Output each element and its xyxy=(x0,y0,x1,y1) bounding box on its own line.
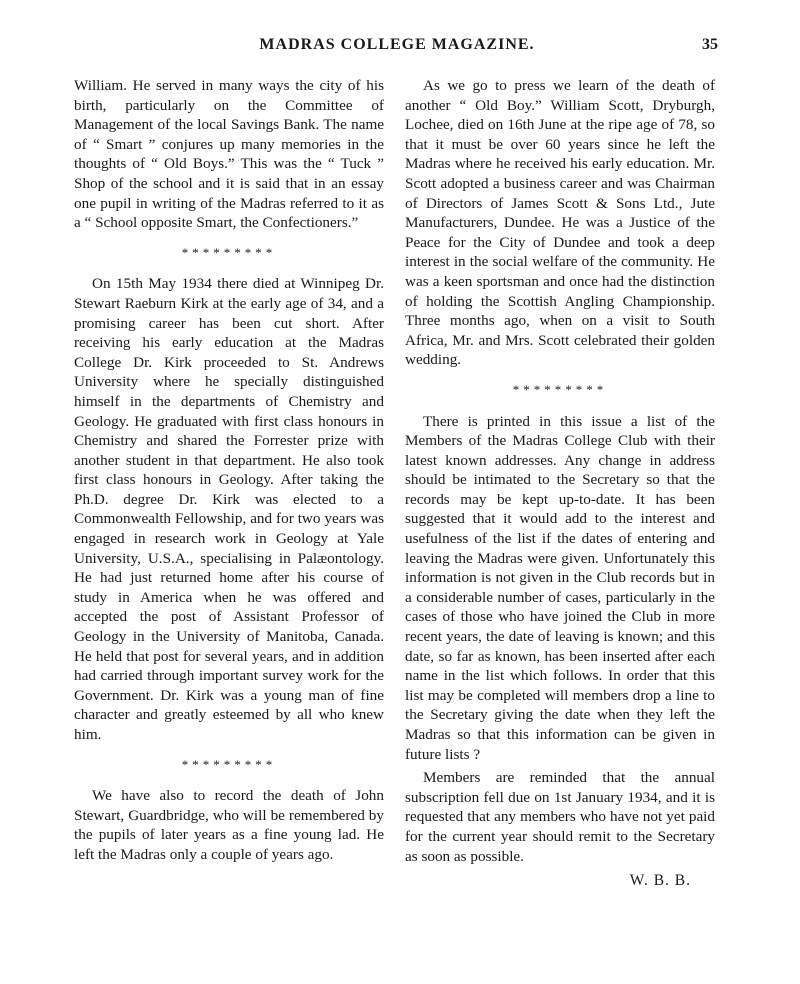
running-head: MADRAS COLLEGE MAGAZINE. xyxy=(259,36,535,53)
paragraph-subscription-reminder: Members are reminded that the annual subscription fell due on 1st January 1934, and it is requested that any members who have not yet paid for the current year should remit to the Secretary as soon as possible. xyxy=(405,769,715,865)
paragraph-club-members-list: There is printed in this issue a list of the Members of the Madras College Club with their latest known addresses. Any change in address should be intimated to the Secretary so that the records may be kept up-to-date. It has been suggested that it would add to the interest and usefulness of the list if the dates of entering and leaving the Madras were given. Unfortunately this information is not given in the Club records but in a considerable number of cases, particularly in the cases of those who have joined the Club in more recent years, the date of leaving is known; and this date, so far as known, has been inserted after each name in the list which follows. In order that this list may be completed will members drop a line to the Secretary giving the date when they left the Madras so that this information can be given in future lists ? xyxy=(405,412,715,763)
left-column xyxy=(74,76,384,865)
paragraph-john-stewart-obituary: We have also to record the death of John Stewart, Guardbridge, who will be remembered by the pupils of later years as a fine young lad. He left the Madras only a couple of years ago. xyxy=(74,787,384,863)
section-separator: ********* xyxy=(512,381,608,397)
paragraph-william-scott-obituary: As we go to press we learn of the death of another “ Old Boy.” William Scott, Dryburgh, Lochee, died on 16th June at the ripe age of 78, so that it must be over 60 years since he left the Madras where he received his early education. Mr. Scott adopted a business career and was Chairman of Directors of James Scott & Sons Ltd., Jute Manufacturers, Dundee. He was a Justice of the Peace for the City of Dundee and took a deep interest in the social welfare of the community. He was a keen sportsman and once had the distinction of holding the Scottish Angling Championship. Three months ago, when on a visit to South Africa, Mr. and Mrs. Scott celebrated their golden wedding. xyxy=(405,77,715,369)
right-column xyxy=(405,76,715,890)
section-separator: ********* xyxy=(181,756,277,772)
page-number: 35 xyxy=(702,36,718,53)
section-separator: ********* xyxy=(181,244,277,260)
signature: W. B. B. xyxy=(629,872,691,890)
paragraph-smart-tuck-shop: William. He served in many ways the city of his birth, particularly on the Committee of Management of the local Savings Bank. The name of “ Smart ” conjures up many memories in the thoughts of “ Old Boys.” This was the “ Tuck ” Shop of the school and it is said that in an essay one pupil in writing of the Madras referred to it as a “ School opposite Smart, the Confectioners.” xyxy=(74,77,384,232)
paragraph-stewart-kirk-obituary: On 15th May 1934 there died at Winnipeg Dr. Stewart Raeburn Kirk at the early age of 34, and a promising career has been cut short. After receiving his early education at the Madras College Dr. Kirk proceeded to St. Andrews University where he specially distinguished himself in the departments of Chemistry and Geology. He graduated with first class honours in Chemistry and shared the Forrester prize with another student in that department. He also took first class honours in Geology. After taking the Ph.D. degree Dr. Kirk was elected to a Commonwealth Fellowship, and for two years was engaged in research work in Geology at Yale University, U.S.A., specialising in Palæontology. He had just returned home after his course of study in America when he was offered and accepted the post of Assistant Professor of Geology in the University of Manitoba, Canada. He held that post for several years, and in addition had carried through important survey work for the Government. Dr. Kirk was a young man of fine character and greatly esteemed by all who knew him. xyxy=(74,275,384,743)
page-header xyxy=(76,36,718,58)
